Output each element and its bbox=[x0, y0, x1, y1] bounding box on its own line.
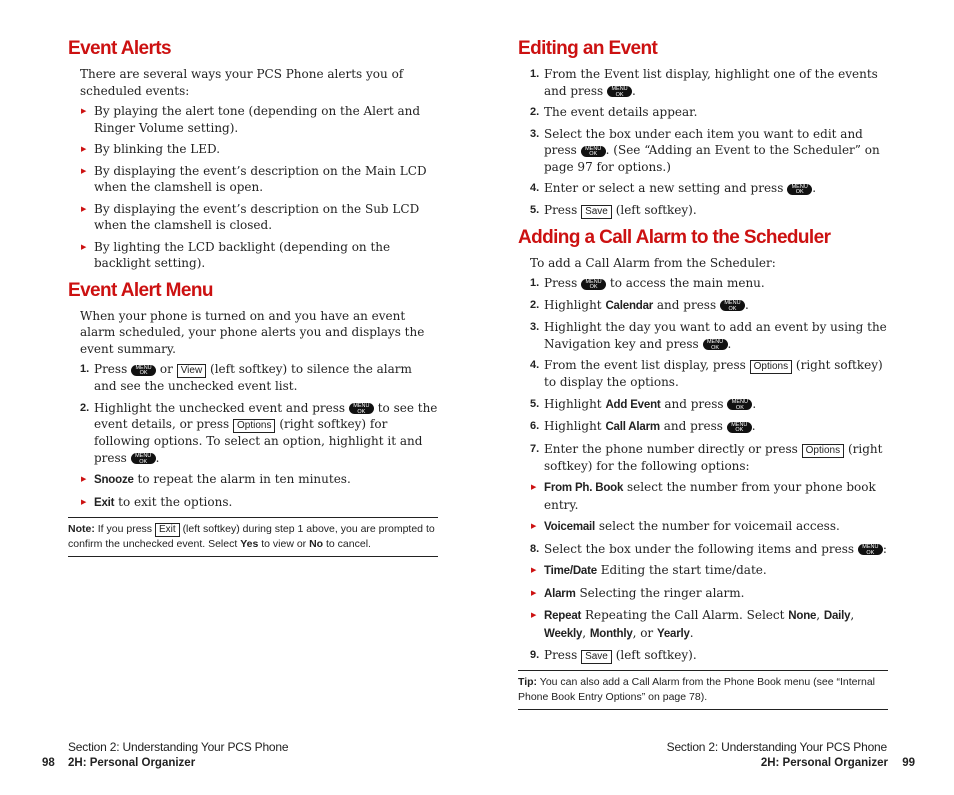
call-alarm-heading: Adding a Call Alarm to the Scheduler bbox=[518, 226, 831, 248]
footer-section-right: Section 2: Understanding Your PCS Phone bbox=[666, 740, 887, 754]
alarm-step-6: 6. Highlight Call Alarm and press MENU OK . bbox=[530, 419, 756, 433]
alarm-step-1: 1. Press MENU OK to access the main menu. bbox=[530, 276, 765, 290]
menu-ok-key-icon: MENU OK bbox=[727, 399, 752, 410]
alarm-step-5: 5. Highlight Add Event and press MENU OK . bbox=[530, 396, 757, 411]
footer-subsection-right: 2H: Personal Organizer bbox=[760, 757, 888, 769]
footer-page-number-left: 98 bbox=[42, 757, 55, 769]
options-softkey-icon: Options bbox=[750, 360, 792, 374]
menu-ok-key-icon: MENU OK bbox=[858, 544, 883, 555]
footer-section-left: Section 2: Understanding Your PCS Phone bbox=[68, 740, 289, 754]
edit-step-1: 1. From the Event list display, highlight one of the events and press MENU OK . bbox=[530, 67, 878, 98]
alarm-step-2: 2. Highlight Calendar and press MENU OK . bbox=[530, 297, 749, 312]
alarm-step-8: 8. Select the box under the following items and press MENU OK : bbox=[530, 541, 887, 556]
option-snooze: ▶ Snooze to repeat the alarm in ten minutes. bbox=[94, 471, 438, 489]
event-alert-menu-intro: When your phone is turned on and you have an event alarm scheduled, your phone alerts you and displays the event summary. bbox=[80, 308, 425, 356]
menu-ok-key-icon: MENU OK bbox=[131, 453, 156, 464]
option-alarm: ▶ Alarm Selecting the ringer alarm. bbox=[544, 585, 888, 603]
editing-event-heading: Editing an Event bbox=[518, 38, 658, 59]
save-softkey-icon: Save bbox=[581, 650, 612, 664]
exit-softkey-icon: Exit bbox=[155, 523, 180, 537]
menu-ok-key-icon: MENU OK bbox=[787, 184, 812, 195]
menu-step-1: 1. Press MENU OK or View (left softkey) to silence the alarm and see the unchecked event list. bbox=[80, 362, 412, 393]
right-column bbox=[518, 36, 888, 710]
menu-ok-key-icon: MENU OK bbox=[703, 339, 728, 350]
save-softkey-icon: Save bbox=[581, 205, 612, 219]
menu-ok-key-icon: MENU OK bbox=[581, 279, 606, 290]
call-alarm-intro: To add a Call Alarm from the Scheduler: bbox=[530, 255, 776, 270]
option-repeat: ▶ Repeat Repeating the Call Alarm. Select None, Daily, Weekly, Monthly, or Yearly. bbox=[544, 607, 888, 642]
edit-step-3: 3. Select the box under each item you want to edit and press MENU OK . (See “Adding an Event to the Scheduler” on page 97 for options.) bbox=[530, 126, 880, 174]
option-voicemail: ▶ Voicemail select the number for voicemail access. bbox=[544, 518, 888, 536]
menu-ok-key-icon: MENU OK bbox=[727, 422, 752, 433]
option-time-date: ▶ Time/Date Editing the start time/date. bbox=[544, 562, 888, 580]
footer-subsection-left: 2H: Personal Organizer bbox=[68, 757, 196, 769]
menu-step-2: 2. Highlight the unchecked event and press MENU OK to see the event details, or press Options (right softkey) for following options. To select an option, highlight it and press MENU OK . bbox=[80, 400, 438, 465]
alarm-step-9: 9. Press Save (left softkey). bbox=[530, 648, 697, 662]
alert-bullet-5: ▶ By lighting the LCD backlight (depending on the backlight setting). bbox=[94, 239, 438, 272]
alarm-step-7: 7. Enter the phone number directly or press Options (right softkey) for the following options: bbox=[530, 441, 883, 473]
left-column bbox=[68, 36, 438, 557]
menu-ok-key-icon: MENU OK bbox=[720, 300, 745, 311]
edit-step-5: 5. Press Save (left softkey). bbox=[530, 202, 697, 217]
option-from-phone-book: ▶ From Ph. Book select the number from your phone book entry. bbox=[544, 479, 888, 513]
note-box: Note: If you press Exit (left softkey) during step 1 above, you are prompted to confirm the unchecked event. Select Yes to view or No to cancel. bbox=[68, 517, 438, 557]
event-alert-menu-heading: Event Alert Menu bbox=[68, 279, 213, 301]
alert-bullet-4: ▶ By displaying the event’s description on the Sub LCD when the clamshell is closed. bbox=[94, 201, 438, 234]
option-exit: ▶ Exit to exit the options. bbox=[94, 494, 438, 512]
step-number: 1. bbox=[80, 363, 90, 375]
view-softkey-icon: View bbox=[177, 364, 207, 378]
alert-bullet-1: ▶ By playing the alert tone (depending on the Alert and Ringer Volume setting). bbox=[94, 103, 438, 136]
edit-step-2: 2. The event details appear. bbox=[530, 105, 698, 119]
options-softkey-icon: Options bbox=[802, 444, 844, 458]
menu-ok-key-icon: MENU OK bbox=[607, 86, 632, 97]
edit-step-4: 4. Enter or select a new setting and press MENU OK . bbox=[530, 181, 817, 195]
footer-page-number-right: 99 bbox=[902, 757, 915, 769]
options-softkey-icon: Options bbox=[233, 419, 275, 433]
alarm-step-3: 3. Highlight the day you want to add an event by using the Navigation key and press MENU OK . bbox=[530, 320, 887, 351]
menu-ok-key-icon: MENU OK bbox=[131, 365, 156, 376]
tip-box: Tip: You can also add a Call Alarm from the Phone Book menu (see “Internal Phone Book Entry Options” on page 78). bbox=[518, 670, 888, 710]
event-alerts-intro: There are several ways your PCS Phone alerts you of scheduled events: bbox=[80, 67, 404, 98]
alert-bullet-2: ▶ By blinking the LED. bbox=[94, 141, 438, 158]
menu-ok-key-icon: MENU OK bbox=[581, 146, 606, 157]
alarm-step-4: 4. From the event list display, press Options (right softkey) to display the options. bbox=[530, 358, 883, 389]
menu-ok-key-icon: MENU OK bbox=[349, 403, 374, 414]
step-number: 2. bbox=[80, 401, 90, 414]
event-alerts-heading: Event Alerts bbox=[68, 38, 171, 59]
alert-bullet-3: ▶ By displaying the event’s description on the Main LCD when the clamshell is open. bbox=[94, 163, 438, 196]
